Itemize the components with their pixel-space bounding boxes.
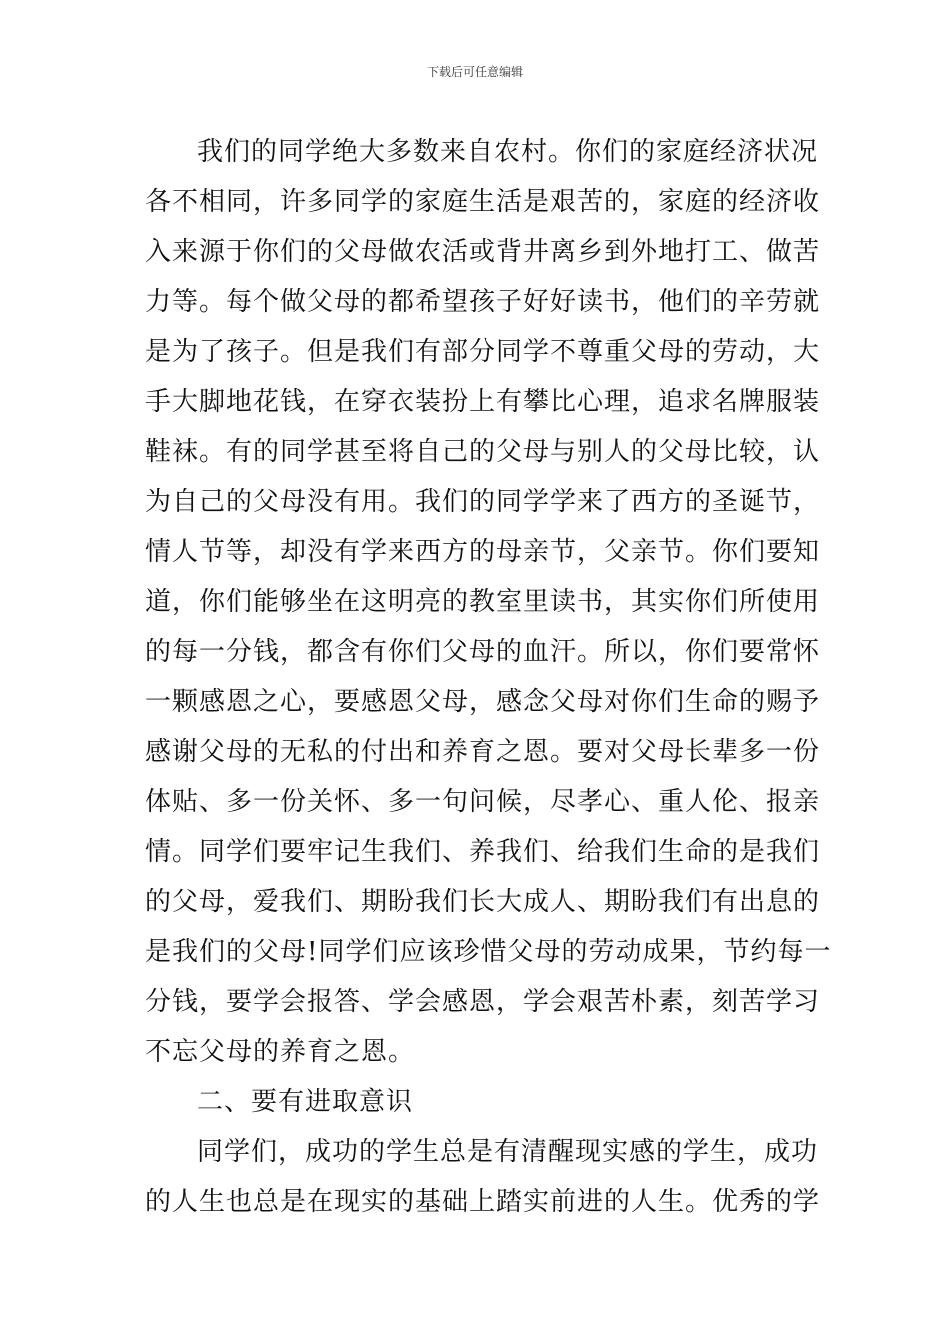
text-line: 一颗感恩之心，要感恩父母，感念父母对你们生命的赐予 (145, 687, 821, 717)
text-line: 体贴、多一份关怀、多一句问候，尽孝心、重人伦、报亲 (145, 787, 821, 817)
text-line: 为自己的父母没有用。我们的同学学来了西方的圣诞节， (145, 487, 821, 517)
text-line: 情人节等，却没有学来西方的母亲节，父亲节。你们要知 (145, 537, 821, 567)
text-line: 是为了孩子。但是我们有部分同学不尊重父母的劳动，大 (145, 337, 821, 367)
text-line: 感谢父母的无私的付出和养育之恩。要对父母长辈多一份 (145, 737, 821, 767)
text-line: 同学们，成功的学生总是有清醒现实感的学生，成功 (197, 1137, 819, 1167)
document-body (145, 127, 832, 1227)
text-line: 各不相同，许多同学的家庭生活是艰苦的，家庭的经济收 (145, 187, 821, 217)
text-line: 我们的同学绝大多数来自农村。你们的家庭经济状况 (197, 137, 819, 167)
text-line: 的人生也总是在现实的基础上踏实前进的人生。优秀的学 (145, 1187, 821, 1217)
text-line: 的每一分钱，都含有你们父母的血汗。所以，你们要常怀 (145, 637, 821, 667)
text-line: 分钱，要学会报答、学会感恩，学会艰苦朴素，刻苦学习 (145, 987, 821, 1017)
text-line: 入来源于你们的父母做农活或背井离乡到外地打工、做苦 (145, 237, 821, 267)
text-line: 情。同学们要牢记生我们、养我们、给我们生命的是我们 (145, 837, 821, 867)
text-line: 的父母，爱我们、期盼我们长大成人、期盼我们有出息的 (145, 887, 821, 917)
text-line: 不忘父母的养育之恩。 (145, 1037, 416, 1067)
paragraph (145, 1127, 821, 1227)
text-line: 鞋袜。有的同学甚至将自己的父母与别人的父母比较，认 (145, 437, 821, 467)
heading-line: 二、要有进取意识 (197, 1087, 414, 1117)
section-heading (145, 1077, 807, 1127)
text-line: 手大脚地花钱，在穿衣装扮上有攀比心理，追求名牌服装 (145, 387, 821, 417)
text-line: 力等。每个做父母的都希望孩子好好读书，他们的辛劳就 (145, 287, 821, 317)
text-line: 是我们的父母!同学们应该珍惜父母的劳动成果，节约每一 (145, 937, 832, 967)
page-header: 下载后可任意编辑 (426, 65, 523, 79)
text-line: 道，你们能够坐在这明亮的教室里读书，其实你们所使用 (145, 587, 821, 617)
paragraph (145, 127, 832, 1077)
